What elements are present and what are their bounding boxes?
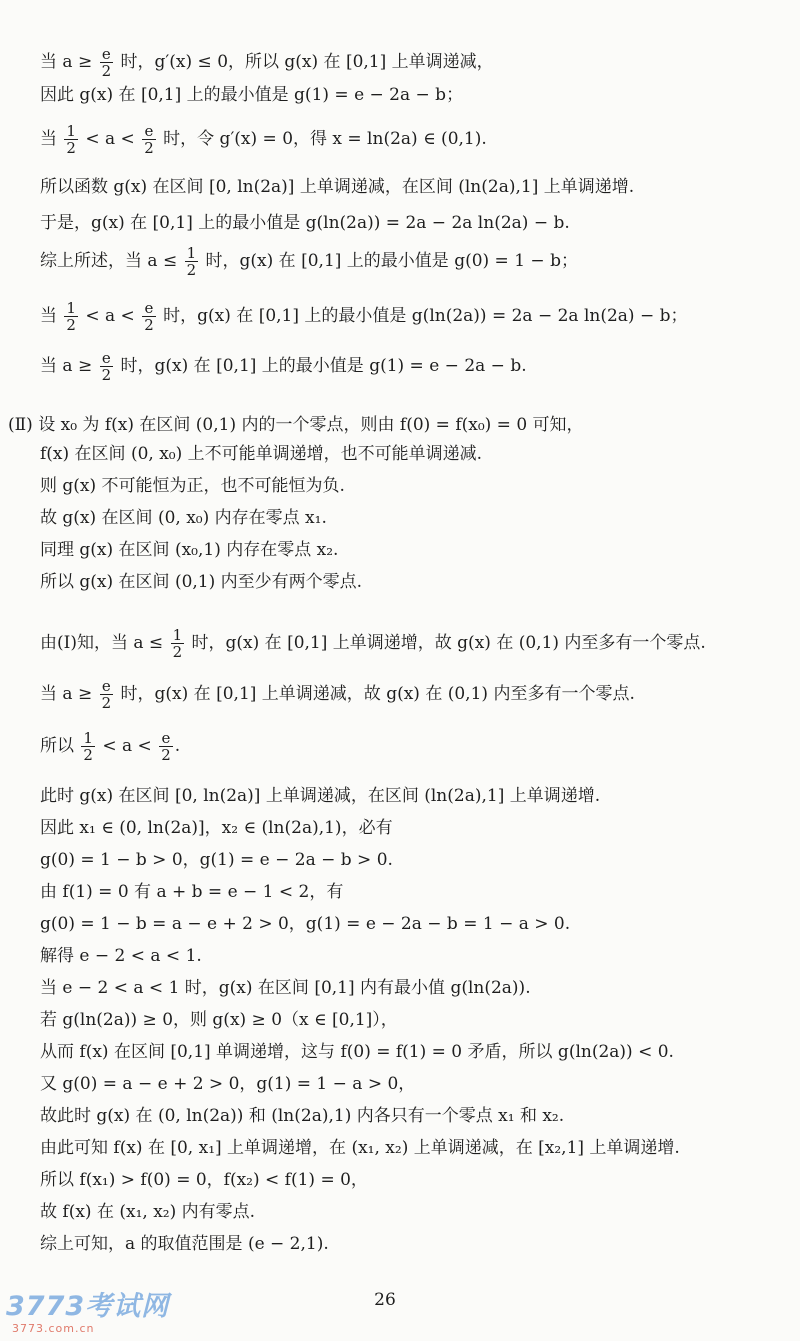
text-line: 同理 g(x) 在区间 (x₀,1) 内存在零点 x₂. (40, 540, 339, 560)
text-line: 则 g(x) 不可能恒为正，也不可能恒为负. (40, 476, 345, 496)
text-line: 于是，g(x) 在 [0,1] 上的最小值是 g(ln(2a)) = 2a − 2a ln(2a) − b. (40, 213, 570, 233)
text-line: 此时 g(x) 在区间 [0, ln(2a)] 上单调递减，在区间 (ln(2a),1] 上单调递增. (40, 786, 601, 806)
text-line: 所以函数 g(x) 在区间 [0, ln(2a)] 上单调递减，在区间 (ln(2a),1] 上单调递增. (40, 177, 635, 197)
text-line: 故 f(x) 在 (x₁, x₂) 内有零点. (40, 1202, 256, 1222)
text-line: 综上所述，当 a ≤ $\frac{1}{2}$ 时，g(x) 在 [0,1] 上的最小值是 g(0) = 1 − b； (40, 244, 578, 279)
site-watermark (6, 1292, 169, 1335)
watermark-url: 3773.com.cn (12, 1322, 95, 1335)
text-line: 当 a ≥ $\frac{e}{2}$ 时，g(x) 在 [0,1] 上的最小值是 g(1) = e − 2a − b. (40, 349, 527, 384)
text-line: 由 f(1) = 0 有 a + b = e − 1 < 2，有 (40, 882, 344, 902)
text-line: 由(Ⅰ)知，当 a ≤ $\frac{1}{2}$ 时，g(x) 在 [0,1] 上单调递增，故 g(x) 在 (0,1) 内至多有一个零点. (40, 626, 706, 661)
text-line: g(0) = 1 − b = a − e + 2 > 0，g(1) = e − 2a − b = 1 − a > 0. (40, 914, 571, 934)
text-line: 当 a ≥ $\frac{e}{2}$ 时，g′(x) ≤ 0，所以 g(x) 在 [0,1] 上单调递减， (40, 45, 494, 80)
text-line: 当 $\frac{1}{2}$ < a < $\frac{e}{2}$ 时，令 g′(x) = 0，得 x = ln(2a) ∈ (0,1). (40, 122, 487, 157)
text-line: 解得 e − 2 < a < 1. (40, 946, 202, 966)
text-line: (Ⅱ) 设 x₀ 为 f(x) 在区间 (0,1) 内的一个零点，则由 f(0) = f(x₀) = 0 可知， (8, 415, 584, 435)
text-line: 若 g(ln(2a)) ≥ 0，则 g(x) ≥ 0（x ∈ [0,1]）， (40, 1010, 398, 1030)
text-line: 因此 g(x) 在 [0,1] 上的最小值是 g(1) = e − 2a − b； (40, 85, 464, 105)
text-line: 由此可知 f(x) 在 [0, x₁] 上单调递增，在 (x₁, x₂) 上单调递减，在 [x₂,1] 上单调递增. (40, 1138, 680, 1158)
page-number: 26 (374, 1290, 396, 1310)
text-line: 故此时 g(x) 在 (0, ln(2a)) 和 (ln(2a),1) 内各只有一个零点 x₁ 和 x₂. (40, 1106, 565, 1126)
text-line: 所以 g(x) 在区间 (0,1) 内至少有两个零点. (40, 572, 363, 592)
text-line: 所以 f(x₁) > f(0) = 0，f(x₂) < f(1) = 0， (40, 1170, 368, 1190)
text-line: 因此 x₁ ∈ (0, ln(2a)]，x₂ ∈ (ln(2a),1)，必有 (40, 818, 393, 838)
text-line: 综上可知，a 的取值范围是 (e − 2,1). (40, 1234, 329, 1254)
text-line: g(0) = 1 − b > 0，g(1) = e − 2a − b > 0. (40, 850, 393, 870)
text-line: f(x) 在区间 (0, x₀) 上不可能单调递增，也不可能单调递减. (40, 444, 483, 464)
text-line: 从而 f(x) 在区间 [0,1] 单调递增，这与 f(0) = f(1) = 0 矛盾，所以 g(ln(2a)) < 0. (40, 1042, 674, 1062)
text-line: 又 g(0) = a − e + 2 > 0，g(1) = 1 − a > 0， (40, 1074, 416, 1094)
text-line: 故 g(x) 在区间 (0, x₀) 内存在零点 x₁. (40, 508, 327, 528)
text-line: 当 $\frac{1}{2}$ < a < $\frac{e}{2}$ 时，g(x) 在 [0,1] 上的最小值是 g(ln(2a)) = 2a − 2a ln(2a) − b； (40, 299, 688, 334)
watermark-logo: 3773考试网 (6, 1291, 170, 1322)
text-line: 当 e − 2 < a < 1 时，g(x) 在区间 [0,1] 内有最小值 g(ln(2a)). (40, 978, 531, 998)
text-line: 所以 $\frac{1}{2}$ < a < $\frac{e}{2}$ . (40, 729, 181, 764)
text-line: 当 a ≥ $\frac{e}{2}$ 时，g(x) 在 [0,1] 上单调递减，故 g(x) 在 (0,1) 内至多有一个零点. (40, 677, 635, 712)
